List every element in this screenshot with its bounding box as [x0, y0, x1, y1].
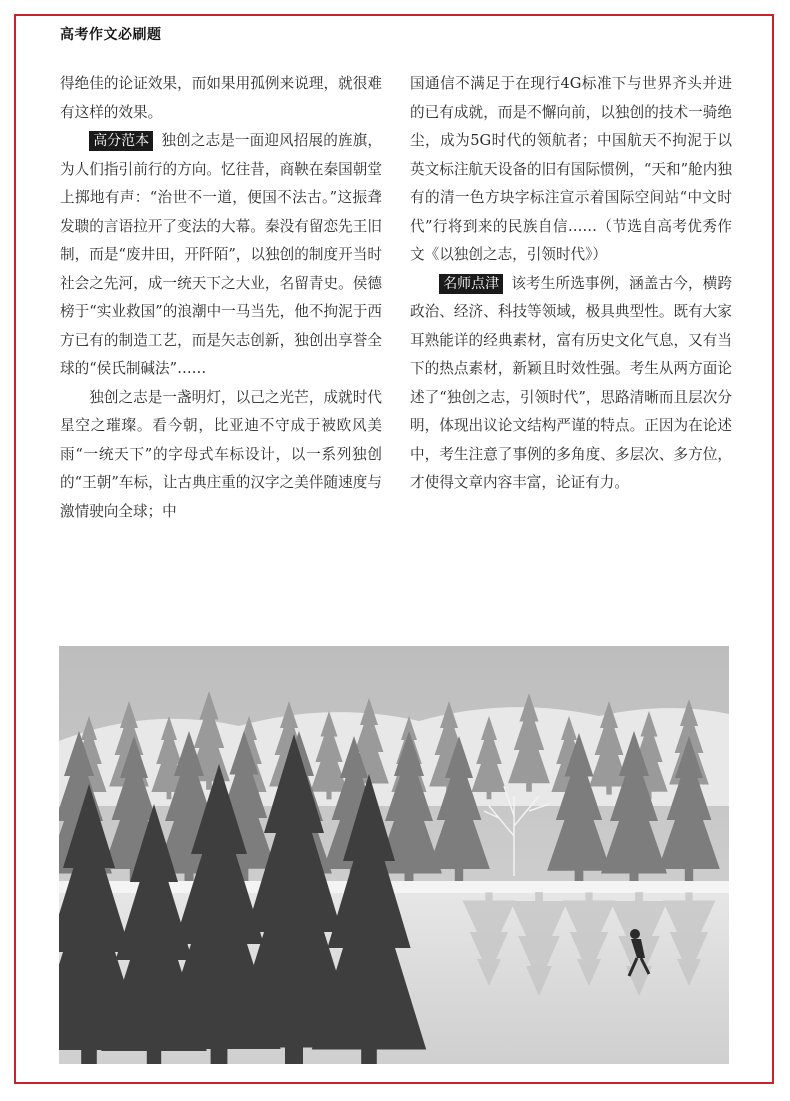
sample-paragraph-1 [60, 127, 382, 384]
sample-paragraph-2: 独创之志是一盏明灯，以己之光芒，成就时代星空之璀璨。看今朝，比亚迪不守成于被欧风美雨“一统天下”的字母式车标设计，以一系列独创的“王朝”车标，让古典庄重的汉字之美伴随速度与激情驶向全球；中 [60, 388, 382, 520]
right-column [410, 70, 732, 498]
left-column [60, 70, 382, 526]
page-header: 高考作文必刷题 [60, 27, 162, 43]
teacher-comment-text: 该考生所选事例，涵盖古今，横跨政治、经济、科技等领域，极具典型性。既有大家耳熟能详的经典素材，富有历史文化气息，又有当下的热点素材，新颖且时效性强。考生从两方面论述了“独创之志，引领时代”，思路清晰而且层次分明，体现出议论文结构严谨的特点。正因为在论述中，考生注意了事例的多角度、多层次、多方位，才使得文章内容丰富，论证有力。 [410, 274, 732, 491]
sample-tag: 高分范本 [89, 131, 153, 151]
comment-tag: 名师点津 [439, 274, 503, 294]
teacher-comment [410, 270, 732, 498]
forest-lake-illustration [59, 646, 729, 1064]
continuation-text: 国通信不满足于在现行4G标准下与世界齐头并进的已有成就，而是不懈向前，以独创的技术一骑绝尘，成为5G时代的领航者；中国航天不拘泥于以英文标注航天设备的旧有国际惯例，“天和”舱内独有的清一色方块字标注宣示着国际空间站“中文时代”行将到来的民族自信……（节选自高考优秀作文《以独创之志，引领时代》） [410, 75, 732, 263]
intro-text: 得绝佳的论证效果，而如果用孤例来说理，就很难有这样的效果。 [60, 75, 382, 121]
sample-paragraph-1-text: 独创之志是一面迎风招展的旌旗，为人们指引前行的方向。忆往昔，商鞅在秦国朝堂上掷地有声：“治世不一道，便国不法古。”这振聋发聩的言语拉开了变法的大幕。秦没有留恋先王旧制，而是“废井田，开阡陌”，以独创的制度开当时社会之先河，成一统天下之大业，名留青史。侯德榜于“实业救国”的浪潮中一马当先，他不拘泥于西方已有的制造工艺，而是矢志创新，独创出享誉全球的“侯氏制碱法”…… [60, 132, 382, 377]
